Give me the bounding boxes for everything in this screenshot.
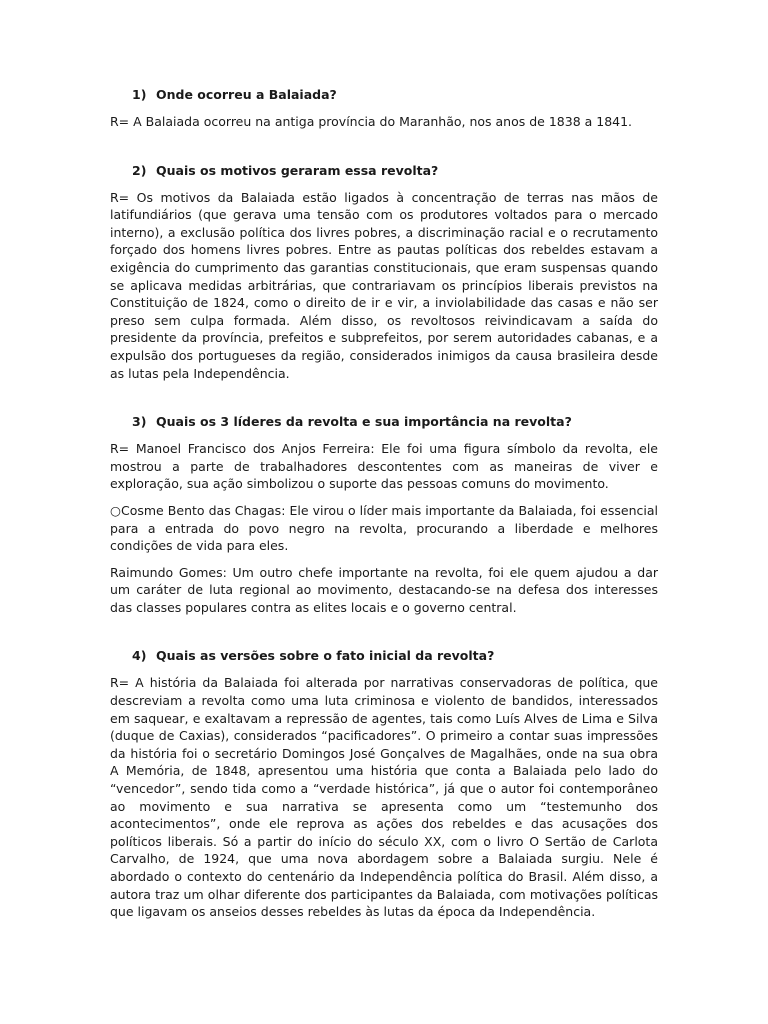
- question-1: [110, 86, 658, 131]
- question-title: Onde ocorreu a Balaiada?: [156, 87, 337, 102]
- answer-paragraph: R= Os motivos da Balaiada estão ligados à concentração de terras nas mãos de latifundiários (que gerava uma tensão com os produtores voltados para o mercado interno), a exclusão política dos livres pobres, a discriminação racial e o recrutamento forçado dos homens livres pobres. Entre as pautas políticas dos rebeldes estavam a exigência do cumprimento das garantias constitucionais, que eram suspensas quando se aplicava medidas arbitrárias, que contrariavam os princípios liberais previstos na Constituição de 1824, como o direito de ir e vir, a inviolabilidade das casas e não ser preso sem culpa formada. Além disso, os revoltosos reivindicavam a saída do presidente da província, prefeitos e subprefeitos, por serem autoridades cabanas, e a expulsão dos portugueses da região, considerados inimigos da causa brasileira desde as lutas pela Independência.: [110, 189, 658, 381]
- question-heading: [110, 413, 658, 431]
- question-4: [110, 647, 658, 920]
- question-number: 3): [132, 414, 147, 430]
- question-number: 1): [132, 87, 147, 102]
- question-title: Quais os 3 líderes da revolta e sua importância na revolta?: [156, 414, 572, 430]
- question-title: Quais os motivos geraram essa revolta?: [156, 162, 439, 178]
- question-heading: [110, 86, 658, 104]
- question-3: [110, 413, 658, 616]
- answer-paragraph: R= Manoel Francisco dos Anjos Ferreira: Ele foi uma figura símbolo da revolta, ele mostrou a parte de trabalhadores descontentes com as maneiras de viver e exploração, sua ação simbolizou o suporte das pessoas comuns do movimento.: [110, 441, 658, 492]
- answer-paragraph: R= A Balaiada ocorreu na antiga província do Maranhão, nos anos de 1838 a 1841.: [110, 114, 633, 129]
- question-title: Quais as versões sobre o fato inicial da revolta?: [156, 648, 495, 664]
- question-number: 4): [132, 648, 147, 664]
- answer-paragraph: R= A história da Balaiada foi alterada por narrativas conservadoras de política, que descreviam a revolta como uma luta criminosa e violento de bandidos, interessados em saquear, e exaltavam a repressão de agentes, tais como Luís Alves de Lima e Silva (duque de Caxias), considerados “pacificadores”. O primeiro a contar suas impressões da história foi o secretário Domingos José Gonçalves de Magalhães, onde na sua obra A Memória, de 1848, apresentou uma história que conta a Balaiada pelo lado do “vencedor”, sendo tida como a “verdade histórica”, já que o autor foi contemporâneo ao movimento e sua narrativa se apresenta como um “testemunho dos acontecimentos”, onde ele reprova as ações dos rebeldes e das acusações dos políticos liberais. Só a partir do início do século XX, com o livro O Sertão de Carlota Carvalho, de 1924, que uma nova abordagem sobre a Balaiada surgiu. Nele é abordado o contexto do centenário da Independência política do Brasil. Além disso, a autora traz um olhar diferente dos participantes da Balaiada, com motivações políticas que ligavam os anseios desses rebeldes às lutas da época da Independência.: [110, 675, 658, 920]
- answer-paragraph: Raimundo Gomes: Um outro chefe importante na revolta, foi ele quem ajudou a dar um caráter de luta regional ao movimento, destacando-se na defesa dos interesses das classes populares contra as elites locais e o governo central.: [110, 564, 658, 615]
- question-heading: [110, 647, 658, 665]
- question-heading: [110, 162, 658, 180]
- answer-paragraph: ○Cosme Bento das Chagas: Ele virou o líder mais importante da Balaiada, foi essencial para a entrada do povo negro na revolta, procurando a liberdade e melhores condições de vida para eles.: [110, 502, 658, 554]
- question-number: 2): [132, 162, 147, 178]
- question-2: [110, 162, 658, 383]
